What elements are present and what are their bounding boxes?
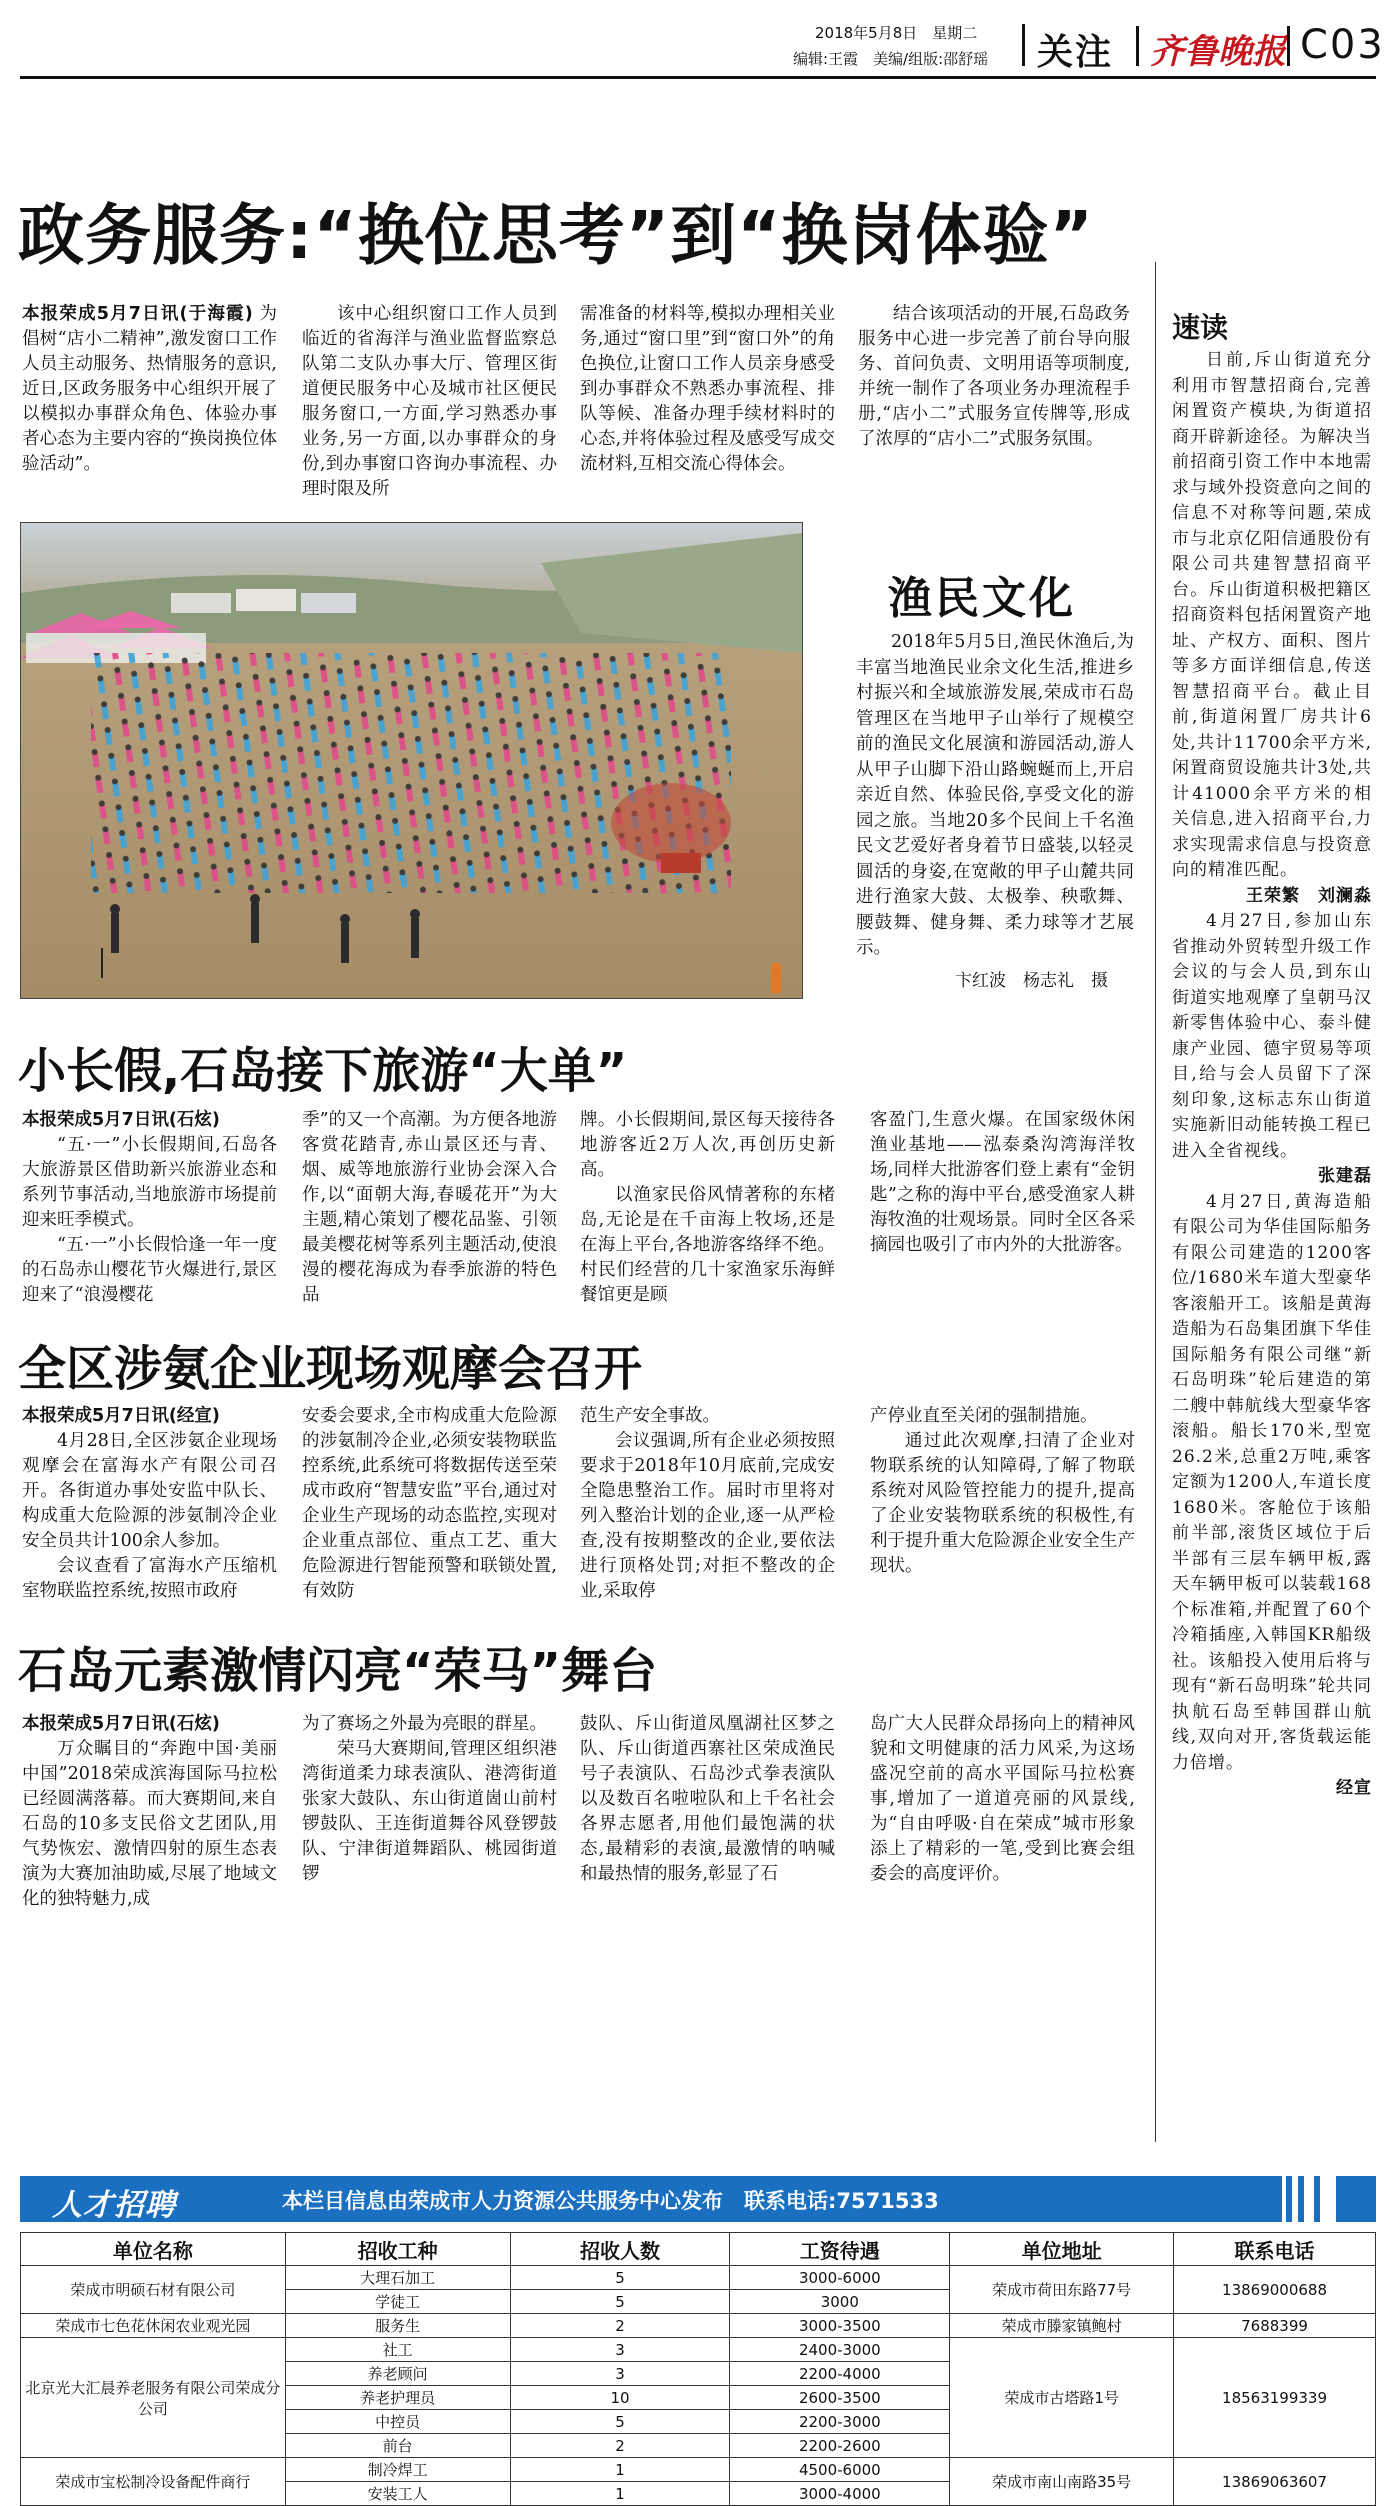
briefs-title: 速读: [1172, 311, 1229, 344]
article3-dateline: 本报荣成5月7日讯(经宣): [22, 1406, 220, 1426]
banner-stripe: [1304, 2176, 1314, 2222]
article4-dateline: 本报荣成5月7日讯(石炫): [22, 1714, 220, 1734]
article1-col2-text: 该中心组织窗口工作人员到临近的省海洋与渔业监督监察总队第二支队办事大厅、管理区街道便民服务中心及城市社区便民服务窗口,一方面,学习熟悉办事业务,另一方面,以办事群众的身份,到办事窗口咨询办事流程、办理时限及所: [302, 304, 557, 499]
article4-col1-text: 万众瞩目的“奔跑中国·美丽中国”2018荣成滨海国际马拉松已经圆满落幕。而大赛期间,来自石岛的10多支民俗文艺团队,用气势恢宏、激情四射的原生态表演为大赛加油助威,尽展了地域文化的独特魅力,成: [22, 1739, 277, 1909]
issue-date: 2018年5月8日 星期二: [815, 24, 978, 42]
masthead-rule: [20, 76, 1376, 79]
fisher-culture-photo: [20, 522, 803, 999]
article2-col1b-text: “五·一”小长假恰逢一年一度的石岛赤山樱花节火爆进行,景区迎来了“浪漫樱花: [22, 1235, 277, 1305]
job-count-cell: 3: [510, 2362, 730, 2386]
article3-col4b-text: 通过此次观摩,扫清了企业对物联系统的认知障碍,了解了物联系统对风险管控能力的提升,提高了企业安装物联系统的积极性,有利于提升重大危险源企业安全生产现状。: [870, 1431, 1135, 1576]
job-title-cell: 养老护理员: [285, 2386, 510, 2410]
address-cell: 荣成市荷田东路77号: [950, 2266, 1174, 2314]
job-title-cell: 服务生: [285, 2314, 510, 2338]
article3-col1b-text: 会议查看了富海水产压缩机室物联监控系统,按照市政府: [22, 1556, 277, 1601]
job-count-cell: 1: [510, 2458, 730, 2482]
job-title-cell: 社工: [285, 2338, 510, 2362]
briefs-divider: [1155, 262, 1156, 2142]
article2-col2: [302, 1108, 557, 1308]
salary-cell: 3000: [730, 2290, 950, 2314]
company-name-cell: 荣成市宝松制冷设备配件商行: [21, 2458, 286, 2506]
jobs-header-row: [21, 2233, 1376, 2266]
salary-cell: 3000-3500: [730, 2314, 950, 2338]
article3-col2-text: 安委会要求,全市构成重大危险源的涉氨制冷企业,必须安装物联监控系统,此系统可将数据传送至荣成市政府“智慧安监”平台,通过对企业生产现场的动态监控,实现对企业重点部位、重点工艺、重大危险源进行智能预警和联锁处置,有效防: [302, 1406, 557, 1601]
banner-stripe: [1320, 2176, 1336, 2222]
job-count-cell: 2: [510, 2314, 730, 2338]
article4-col4: [870, 1712, 1135, 1887]
job-count-cell: 5: [510, 2266, 730, 2290]
job-count-cell: 1: [510, 2482, 730, 2506]
article1-dateline: 本报荣成5月7日讯(于海霞): [22, 304, 253, 324]
job-title-cell: 中控员: [285, 2410, 510, 2434]
article3-col3b-text: 会议强调,所有企业必须按照要求于2018年10月底前,完成安全隐患整治工作。届时市里将对列入整治计划的企业,逐一从严检查,没有按期整改的企业,要依法进行顶格处罚;对拒不整改的企业,采取停: [580, 1431, 835, 1601]
salary-cell: 3000-6000: [730, 2266, 950, 2290]
article2-col4: [870, 1108, 1135, 1258]
article2-col3: [580, 1108, 835, 1308]
article2-col2-text: 季”的又一个高潮。为方便各地游客赏花踏青,赤山景区还与青、烟、威等地旅游行业协会深入合作,以“面朝大海,春暖花开”为大主题,精心策划了樱花品鉴、引领最美樱花树等系列主题活动,使浪漫的樱花海成为春季旅游的特色品: [302, 1110, 557, 1305]
job-title-cell: 养老顾问: [285, 2362, 510, 2386]
job-title-cell: 安装工人: [285, 2482, 510, 2506]
salary-cell: 2200-2600: [730, 2434, 950, 2458]
article1-headline: 政务服务:“换位思考”到“换岗体验”: [18, 197, 1094, 274]
article4-col4-text: 岛广大人民群众昂扬向上的精神风貌和文明健康的活力风采,为这场盛况空前的高水平国际马拉松赛事,增加了一道道亮丽的风景线,为“自由呼吸·自在荣成”城市形象添上了精彩的一笔,受到比赛会组委会的高度评价。: [870, 1714, 1135, 1884]
photo-credit: 卞红波 杨志礼 摄: [955, 971, 1108, 991]
brief-author-1: 王荣繁 刘澜淼: [1246, 885, 1372, 906]
address-cell: 荣成市滕家镇鲍村: [950, 2314, 1174, 2338]
salary-cell: 4500-6000: [730, 2458, 950, 2482]
fisher-body-text: 2018年5月5日,渔民休渔后,为丰富当地渔民业余文化生活,推进乡村振兴和全域旅游发展,荣成市石岛管理区在当地甲子山举行了规模空前的渔民文化展演和游园活动,游人从甲子山脚下沿山路蜿蜒而上,开启亲近自然、体验民俗,享受文化的游园之旅。当地20多个民间上千名渔民文艺爱好者身着节日盛装,以轻灵圆活的身姿,在宽敞的甲子山麓共同进行渔家大鼓、太极拳、秧歌舞、腰鼓舞、健身舞、柔力球等才艺展示。: [856, 632, 1134, 958]
article4-col2-text: 为了赛场之外最为亮眼的群星。: [302, 1714, 547, 1734]
table-row: [21, 2266, 1376, 2290]
job-title-cell: 大理石加工: [285, 2266, 510, 2290]
header-cell: 招收人数: [510, 2233, 730, 2266]
article1-col1-text: 为倡树“店小二精神”,激发窗口工作人员主动服务、热情服务的意识,近日,区政务服务中心组织开展了以模拟办事群众角色、体验办事者心态为主要内容的“换岗换位体验活动”。: [22, 304, 277, 474]
address-cell: 荣成市南山南路35号: [950, 2458, 1174, 2506]
header-cell: 工资待遇: [730, 2233, 950, 2266]
article4-col1: [22, 1712, 277, 1912]
article3-col1-text: 4月28日,全区涉氨企业现场观摩会在富海水产有限公司召开。各街道办事处安监中队长、构成重大危险源的涉氨制冷企业安全员共计100余人参加。: [22, 1431, 277, 1551]
brief-author-2: 张建磊: [1318, 1166, 1372, 1186]
job-count-cell: 5: [510, 2410, 730, 2434]
article2-dateline: 本报荣成5月7日讯(石炫): [22, 1110, 220, 1130]
article4-headline: 石岛元素激情闪亮“荣马”舞台: [18, 1643, 658, 1699]
salary-cell: 3000-4000: [730, 2482, 950, 2506]
article1-col3: [580, 302, 835, 477]
job-count-cell: 2: [510, 2434, 730, 2458]
company-name-cell: 荣成市明硕石材有限公司: [21, 2266, 286, 2314]
phone-cell: 18563199339: [1174, 2338, 1376, 2458]
banner-stripe: [1282, 2176, 1286, 2222]
editors-line: 编辑:王霞 美编/组版:邵舒瑶: [793, 50, 989, 68]
article2-col4-text: 客盈门,生意火爆。在国家级休闲渔业基地——泓泰桑沟湾海洋牧场,同样大批游客们登上素有“金钥匙”之称的海中平台,感受渔家人耕海牧渔的壮观场景。同时全区各采摘园也吸引了市内外的大批游客。: [870, 1110, 1135, 1255]
article3-col4: [870, 1404, 1135, 1579]
header-cell: 联系电话: [1174, 2233, 1376, 2266]
article4-col2: [302, 1712, 557, 1887]
article1-col4-text: 结合该项活动的开展,石岛政务服务中心进一步完善了前台导向服务、首问负责、文明用语等项制度,并统一制作了各项业务办理流程手册,“店小二”式服务宣传牌等,形成了浓厚的“店小二”式服务氛围。: [858, 304, 1130, 449]
job-count-cell: 3: [510, 2338, 730, 2362]
jobs-banner: [20, 2176, 1376, 2222]
phone-cell: 13869063607: [1174, 2458, 1376, 2506]
article2-col3-text: 牌。小长假期间,景区每天接待各地游客近2万人次,再创历史新高。: [580, 1110, 835, 1180]
fisher-body: [856, 630, 1134, 962]
section-name: 关注: [1037, 32, 1114, 73]
jobs-info: 本栏目信息由荣成市人力资源公共服务中心发布 联系电话:7571533: [282, 2189, 939, 2213]
address-cell: 荣成市古塔路1号: [950, 2338, 1174, 2458]
job-title-cell: 制冷焊工: [285, 2458, 510, 2482]
article3-col1: [22, 1404, 277, 1604]
article4-col3-text: 鼓队、斥山街道凤凰湖社区梦之队、斥山街道西寨社区荣成渔民号子表演队、石岛沙式拳表演队以及数百名啦啦队和上千名社会各界志愿者,用他们最饱满的状态,最精彩的表演,最激情的呐喊和最热情的服务,彰显了石: [580, 1714, 835, 1884]
article4-col3: [580, 1712, 835, 1887]
masthead-divider: [1022, 24, 1025, 66]
article2-col1-text: “五·一”小长假期间,石岛各大旅游景区借助新兴旅游业态和系列节事活动,当地旅游市场提前迎来旺季模式。: [22, 1135, 277, 1230]
table-row: [21, 2338, 1376, 2362]
header-cell: 单位名称: [21, 2233, 286, 2266]
fisher-title: 渔民文化: [888, 573, 1076, 624]
job-title-cell: 学徒工: [285, 2290, 510, 2314]
masthead-divider: [1287, 26, 1290, 66]
article1-col4: [858, 302, 1130, 452]
article2-headline: 小长假,石岛接下旅游“大单”: [18, 1043, 628, 1099]
article3-col4-text: 产停业直至关闭的强制措施。: [870, 1406, 1098, 1426]
jobs-table: [20, 2232, 1376, 2506]
article3-headline: 全区涉氨企业现场观摩会召开: [18, 1341, 643, 1397]
banner-stripe: [1292, 2176, 1298, 2222]
jobs-table-body: [21, 2266, 1376, 2506]
article3-col2: [302, 1404, 557, 1604]
company-name-cell: 北京光大汇晨养老服务有限公司荣成分公司: [21, 2338, 286, 2458]
article3-col3-text: 范生产安全事故。: [580, 1406, 720, 1426]
job-count-cell: 5: [510, 2290, 730, 2314]
article1-col3-text: 需准备的材料等,模拟办理相关业务,通过“窗口里”到“窗口外”的角色换位,让窗口工作人员亲身感受到办事群众不熟悉办事流程、排队等候、准备办理手续材料时的心态,并将体验过程及感受写成交流材料,互相交流心得体会。: [580, 304, 835, 474]
article2-col3b-text: 以渔家民俗风情著称的东楮岛,无论是在千亩海上牧场,还是在海上平台,各地游客络绎不绝。村民们经营的几十家渔家乐海鲜餐馆更是顾: [580, 1185, 835, 1305]
salary-cell: 2600-3500: [730, 2386, 950, 2410]
article1-col1: [22, 302, 277, 477]
job-title-cell: 前台: [285, 2434, 510, 2458]
header-cell: 单位地址: [950, 2233, 1174, 2266]
header-cell: 招收工种: [285, 2233, 510, 2266]
article1-col2: [302, 302, 557, 502]
salary-cell: 2200-3000: [730, 2410, 950, 2434]
jobs-logo: 人才招聘: [52, 2188, 176, 2223]
brief-item-2: 4月27日,参加山东省推动外贸转型升级工作会议的与会人员,到东山街道实地观摩了皇朝马汉新零售体验中心、泰斗健康产业园、德宇贸易等项目,给与会人员留下了深刻印象,这标志东山街道实施新旧动能转换工程已进入全省视线。: [1172, 911, 1372, 1161]
masthead-divider: [1136, 26, 1139, 66]
article4-col2b-text: 荣马大赛期间,管理区组织港湾街道柔力球表演队、港湾街道张家大鼓队、东山街道崮山前村锣鼓队、王连街道舞谷风登锣鼓队、宁津街道舞蹈队、桃园街道锣: [302, 1739, 557, 1884]
article2-col1: [22, 1108, 277, 1308]
newspaper-logo: 齐鲁晚报: [1150, 32, 1286, 72]
phone-cell: 13869000688: [1174, 2266, 1376, 2314]
salary-cell: 2400-3000: [730, 2338, 950, 2362]
briefs-column: [1172, 348, 1372, 1802]
salary-cell: 2200-4000: [730, 2362, 950, 2386]
brief-author-3: 经宣: [1336, 1778, 1372, 1798]
table-row: [21, 2314, 1376, 2338]
job-count-cell: 10: [510, 2386, 730, 2410]
article3-col3: [580, 1404, 835, 1604]
brief-item-1: 日前,斥山街道充分利用市智慧招商台,完善闲置资产模块,为街道招商开辟新途径。为解决当前招商引资工作中本地需求与域外投资意向之间的信息不对称等问题,荣成市与北京亿阳信通股份有限公司共建智慧招商平台。斥山街道积极把籍区招商资料包括闲置资产地址、产权方、面积、图片等多方面详细信息,传送智慧招商平台。截止目前,街道闲置厂房共计6处,共计11700余平方米,闲置商贸设施共计3处,共计41000余平方米的相关信息,进入招商平台,力求实现需求信息与投资意向的精准匹配。: [1172, 350, 1372, 880]
table-row: [21, 2458, 1376, 2482]
brief-item-3: 4月27日,黄海造船有限公司为华佳国际船务有限公司建造的1200客位/1680米车道大型豪华客滚船开工。该船是黄海造船为石岛集团旗下华佳国际船务有限公司继“新石岛明珠”轮后建造的第二艘中韩航线大型豪华客滚船。船长170米,型宽26.2米,总重2万吨,乘客定额为1200人,车道长度1680米。客舱位于该船前半部,滚货区域位于后半部有三层车辆甲板,露天车辆甲板可以装载168个标准箱,并配置了60个冷箱插座,入韩国KR船级社。该船投入使用后将与现有“新石岛明珠”轮共同执航石岛至韩国群山航线,双向对开,客货载运能力倍增。: [1172, 1191, 1372, 1773]
company-name-cell: 荣成市七色花休闲农业观光园: [21, 2314, 286, 2338]
page-number: C03: [1300, 22, 1385, 68]
phone-cell: 7688399: [1174, 2314, 1376, 2338]
